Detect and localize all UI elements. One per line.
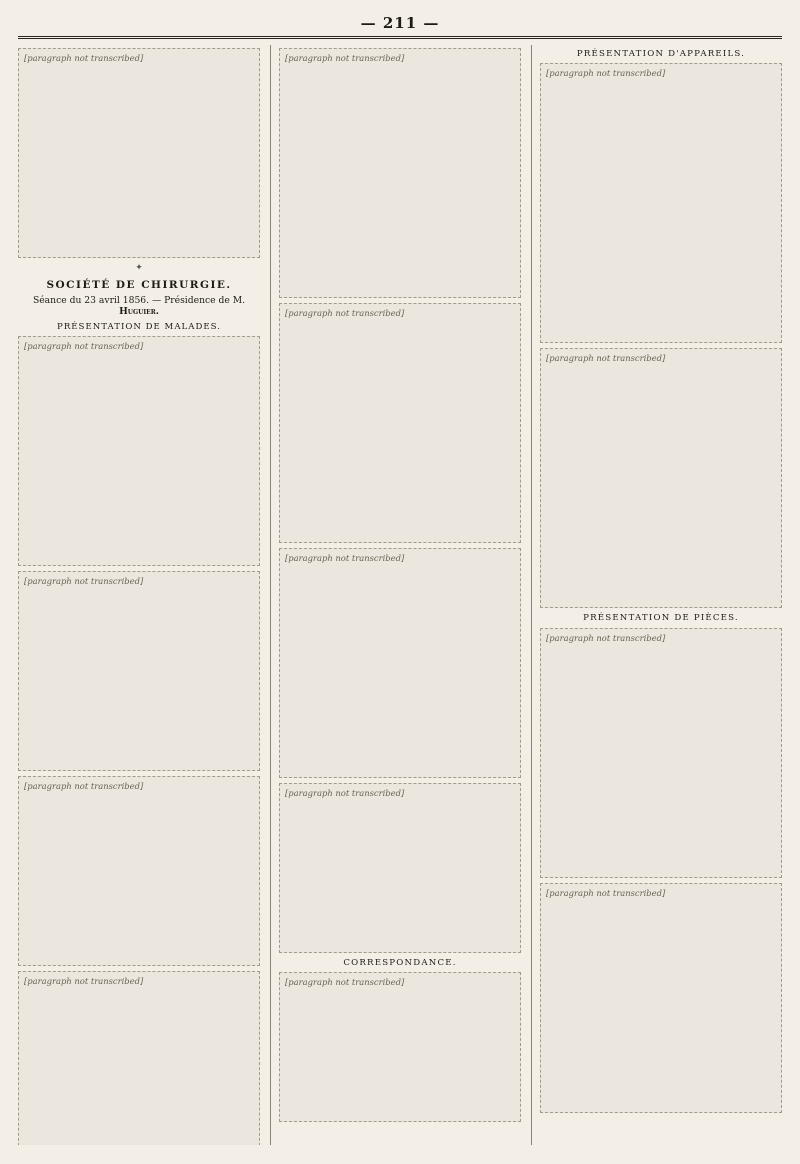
text-block: [paragraph not transcribed] <box>540 883 782 1113</box>
text-block: [paragraph not transcribed] <box>18 971 260 1145</box>
column-middle <box>270 45 521 1145</box>
text-block: [paragraph not transcribed] <box>279 303 521 543</box>
section-heading-society: SOCIÉTÉ DE CHIRURGIE. <box>46 279 232 292</box>
text-block: [paragraph not transcribed] <box>279 783 521 953</box>
meeting-line-text: Séance du 23 avril 1856. — Présidence de M. <box>32 294 246 306</box>
column-left <box>18 45 260 1145</box>
subheading-correspondance: CORRESPONDANCE. <box>343 958 457 968</box>
page-number: — 211 — <box>360 14 440 32</box>
subheading-appareils: PRÉSENTATION D'APPAREILS. <box>576 49 746 59</box>
text-block: [paragraph not transcribed] <box>540 348 782 608</box>
column-right <box>531 45 782 1145</box>
text-block: [paragraph not transcribed] <box>18 48 260 258</box>
text-block: [paragraph not transcribed] <box>540 63 782 343</box>
header-rule <box>18 36 782 39</box>
text-block: [paragraph not transcribed] <box>18 571 260 771</box>
three-column-body <box>18 45 782 1145</box>
text-block: [paragraph not transcribed] <box>540 628 782 878</box>
text-block: [paragraph not transcribed] <box>18 336 260 566</box>
separator-ornament: ✦ <box>135 263 143 273</box>
subheading-malades: PRÉSENTATION DE MALADES. <box>57 321 221 332</box>
subheading-pieces: PRÉSENTATION DE PIÈCES. <box>583 613 739 624</box>
text-block: [paragraph not transcribed] <box>18 776 260 966</box>
meeting-line <box>18 295 260 318</box>
text-block: [paragraph not transcribed] <box>279 548 521 778</box>
text-block: [paragraph not transcribed] <box>279 972 521 1122</box>
meeting-chair: Huguier. <box>119 306 159 318</box>
text-block: [paragraph not transcribed] <box>279 48 521 298</box>
